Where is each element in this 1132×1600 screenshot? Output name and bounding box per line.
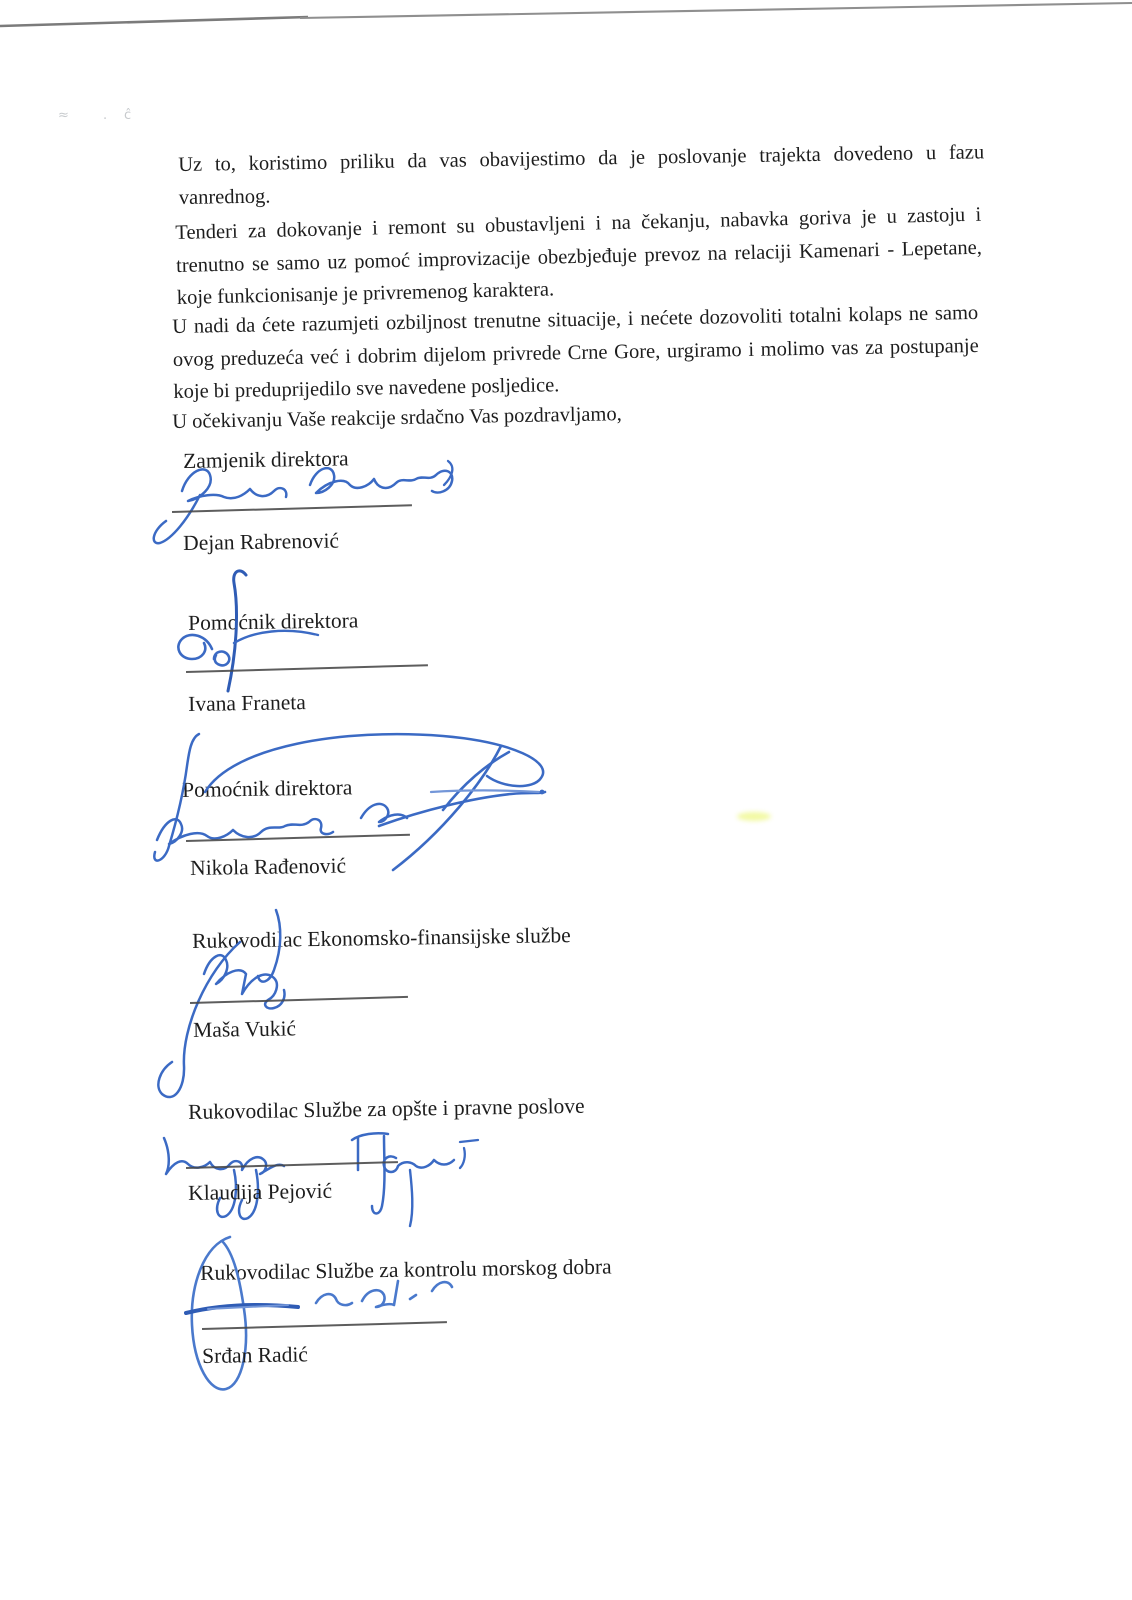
paragraph-3 [172,297,980,409]
paragraph-line: Tenderi za dokovanje i remont su obustavljeni i na čekanju, nabavka goriva je u zastoju i [175,203,982,244]
signatory-2-name: Ivana Franeta [188,690,306,716]
signatory-5-name: Klaudija Pejović [188,1178,333,1205]
signatory-5-title: Rukovodilac Službe za opšte i pravne poslove [188,1093,585,1124]
signatory-1-title: Zamjenik direktora [183,446,349,473]
paragraph-line: koje bi preduprijedilo sve navedene posljedice. [173,374,560,403]
pencil-smudge-1: ≈ [58,108,69,123]
pencil-smudge-2: · [103,112,108,127]
signatory-3-name: Nikola Rađenović [190,853,347,880]
closing-line: U očekivanju Vaše reakcije srdačno Vas pozdravljamo, [172,403,622,433]
signatory-1-name: Dejan Rabrenović [183,528,340,555]
paragraph-line: U nadi da ćete razumjeti ozbiljnost trenutne situacije, i nećete dozovoliti totalni kolaps ne samo [172,301,979,338]
signatory-2-title: Pomoćnik direktora [188,608,359,635]
paragraph-line: koje funkcionisanje je privremenog karaktera. [176,278,555,309]
signatory-6-name: Srđan Radić [202,1342,309,1368]
paragraph-2 [175,199,983,315]
signature-2-ink [150,565,350,700]
scanner-smudge [737,812,771,821]
pencil-smudge-3: ĉ [124,108,132,123]
signatory-3-title: Pomoćnik direktora [182,775,353,802]
paragraph-line: Uz to, koristimo priliku da vas obavijestimo da je poslovanje trajekta dovedeno u fazu [178,141,985,176]
scan-edge-lines [0,0,1132,40]
signatory-4-title: Rukovodilac Ekonomsko-finansijske službe [192,923,571,953]
signature-3-ink [143,722,563,872]
signature-4-ink [148,898,378,1113]
signature-5-ink [148,1118,478,1230]
signature-6-ink [148,1225,478,1400]
paragraph-line: trenutno se samo uz pomoć improvizacije obezbjeđuje prevoz na relaciji Kamenari - Lepetane, [175,236,983,277]
paragraph-line: vanrednog. [178,185,271,209]
paragraph-line: ovog preduzeća već i dobrim dijelom privrede Crne Gore, urgiramo i molimo vas za postupanje [172,334,979,371]
signatory-6-title: Rukovodilac Službe za kontrolu morskog dobra [200,1254,612,1285]
signatory-4-name: Maša Vukić [193,1016,297,1042]
